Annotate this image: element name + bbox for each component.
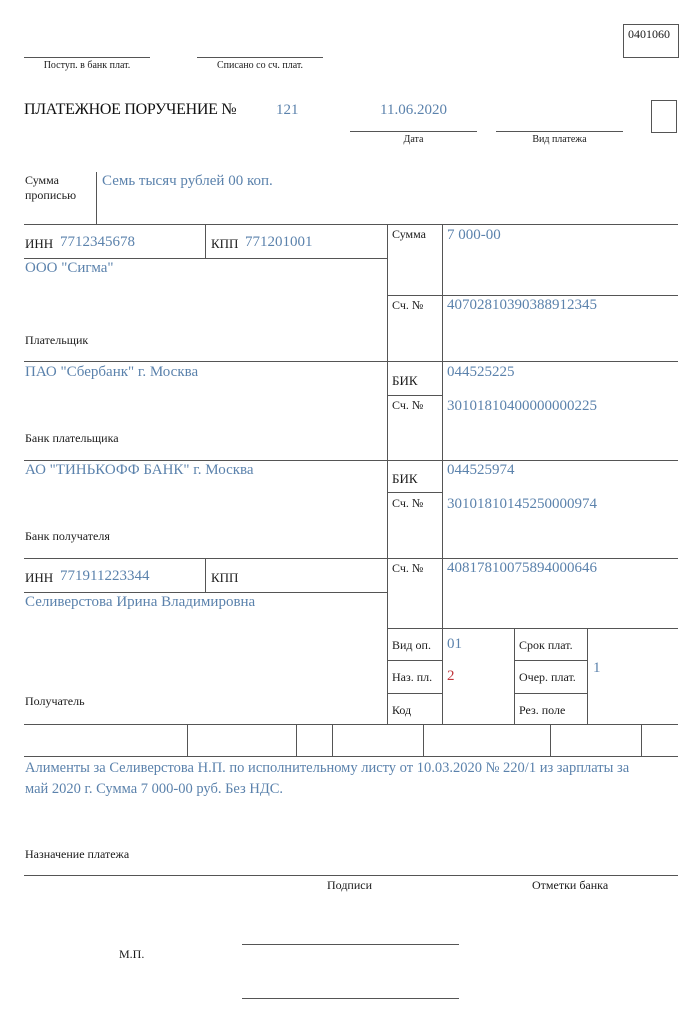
code-label: Код bbox=[392, 703, 412, 717]
document-number[interactable]: 121 bbox=[276, 102, 299, 118]
amount-words-label-line2: прописью bbox=[25, 188, 77, 202]
payer-row-bottom bbox=[24, 361, 678, 362]
signature-line-2[interactable] bbox=[242, 998, 459, 999]
payee-account-label: Сч. № bbox=[392, 561, 424, 575]
payer-inn[interactable]: 7712345678 bbox=[60, 234, 135, 250]
payer-inn-label: ИНН bbox=[25, 236, 54, 251]
payer-bank-name[interactable]: ПАО "Сбербанк" г. Москва bbox=[25, 364, 199, 380]
payer-account-label: Сч. № bbox=[392, 298, 424, 312]
signatures-label: Подписи bbox=[327, 878, 373, 892]
payer-inn-row-line bbox=[24, 258, 387, 259]
stamp-label: М.П. bbox=[119, 947, 145, 961]
payee-name[interactable]: Селиверстова Ирина Владимировна bbox=[25, 594, 256, 610]
codes-line-2a bbox=[387, 693, 442, 694]
received-line bbox=[24, 57, 150, 58]
purpose-text[interactable] bbox=[25, 758, 629, 800]
form-code: 0401060 bbox=[628, 27, 670, 41]
tax-col-1 bbox=[187, 724, 188, 756]
purpose-text-line1: Алименты за Селиверстова Н.П. по исполнительному листу от 10.03.2020 № 220/1 из зарплаты за bbox=[25, 760, 630, 776]
tax-col-2 bbox=[296, 724, 297, 756]
payee-label: Получатель bbox=[25, 694, 85, 708]
payee-inn-row-line bbox=[24, 592, 387, 593]
payer-bank-label: Банк плательщика bbox=[25, 431, 119, 445]
payee-inn-label: ИНН bbox=[25, 570, 54, 585]
debited-line bbox=[197, 57, 323, 58]
payee-bank-account-label: Сч. № bbox=[392, 496, 424, 510]
tax-row-bottom bbox=[24, 756, 678, 757]
amount-words-label-line1: Сумма bbox=[25, 173, 59, 187]
codes-col-3 bbox=[514, 628, 515, 724]
document-date[interactable]: 11.06.2020 bbox=[380, 102, 447, 118]
received-label: Поступ. в банк плат. bbox=[43, 60, 131, 71]
payer-bank-bik[interactable]: 044525225 bbox=[447, 364, 515, 380]
purpose-code[interactable]: 2 bbox=[447, 668, 455, 684]
debited-label: Списано со сч. плат. bbox=[216, 60, 304, 71]
codes-top-line bbox=[387, 628, 678, 629]
tax-col-3 bbox=[332, 724, 333, 756]
payee-inn-kpp-divider bbox=[205, 558, 206, 592]
col-line-label bbox=[442, 224, 443, 724]
tax-row-top bbox=[24, 724, 678, 725]
payee-bank-name[interactable]: АО "ТИНЬКОФФ БАНК" г. Москва bbox=[25, 462, 254, 478]
codes-col-4 bbox=[587, 628, 588, 724]
payer-account[interactable]: 40702810390388912345 bbox=[447, 297, 597, 313]
payer-bank-bik-label: БИК bbox=[392, 373, 418, 388]
purpose-bottom-line bbox=[24, 875, 678, 876]
payer-bank-row-bottom bbox=[24, 460, 678, 461]
amount-words-label bbox=[25, 173, 76, 203]
payee-account[interactable]: 40817810075894000646 bbox=[447, 560, 597, 576]
due-date-label: Срок плат. bbox=[519, 638, 573, 652]
tax-col-4 bbox=[423, 724, 424, 756]
payee-bank-bik[interactable]: 044525974 bbox=[447, 462, 515, 478]
payer-kpp-label: КПП bbox=[211, 236, 239, 251]
status-box[interactable] bbox=[651, 100, 677, 133]
date-line bbox=[350, 131, 477, 132]
payer-bank-inner-line bbox=[387, 395, 442, 396]
codes-line-1a bbox=[387, 660, 442, 661]
payee-bank-label: Банк получателя bbox=[25, 529, 110, 543]
tax-col-6 bbox=[641, 724, 642, 756]
payee-bank-inner-line bbox=[387, 492, 442, 493]
payer-amount[interactable]: 7 000-00 bbox=[447, 227, 501, 243]
payee-bank-account[interactable]: 30101810145250000974 bbox=[447, 496, 597, 512]
payer-amount-label: Сумма bbox=[392, 227, 426, 241]
payment-type-label: Вид платежа bbox=[532, 134, 587, 145]
purpose-label: Назначение платежа bbox=[25, 847, 130, 861]
payee-bank-bik-label: БИК bbox=[392, 471, 418, 486]
document-title: ПЛАТЕЖНОЕ ПОРУЧЕНИЕ № bbox=[24, 101, 237, 118]
row-line-top bbox=[24, 224, 678, 225]
amount-words-divider bbox=[96, 172, 97, 224]
purpose-text-line2: май 2020 г. Сумма 7 000-00 руб. Без НДС. bbox=[25, 781, 284, 797]
priority[interactable]: 1 bbox=[593, 660, 601, 676]
amount-account-line bbox=[387, 295, 678, 296]
payer-bank-account-label: Сч. № bbox=[392, 398, 424, 412]
payer-name[interactable]: ООО "Сигма" bbox=[25, 260, 114, 276]
payer-bank-account[interactable]: 30101810400000000225 bbox=[447, 398, 597, 414]
purpose-code-label: Наз. пл. bbox=[392, 670, 433, 684]
col-line-left bbox=[387, 224, 388, 724]
signature-line-1[interactable] bbox=[242, 944, 459, 945]
bank-marks-label: Отметки банка bbox=[532, 878, 609, 892]
payer-kpp[interactable]: 771201001 bbox=[245, 234, 313, 250]
codes-line-1b bbox=[514, 660, 587, 661]
op-type-label: Вид оп. bbox=[392, 638, 431, 652]
priority-label: Очер. плат. bbox=[519, 670, 576, 684]
payer-label: Плательщик bbox=[25, 333, 89, 347]
payee-inn[interactable]: 771911223344 bbox=[60, 568, 150, 584]
payer-inn-kpp-divider bbox=[205, 224, 206, 258]
payee-bank-row-bottom bbox=[24, 558, 678, 559]
tax-col-5 bbox=[550, 724, 551, 756]
op-type[interactable]: 01 bbox=[447, 636, 462, 652]
amount-words-value[interactable]: Семь тысяч рублей 00 коп. bbox=[102, 173, 273, 189]
reserved-label: Рез. поле bbox=[519, 703, 566, 717]
codes-line-2b bbox=[514, 693, 587, 694]
payee-kpp-label: КПП bbox=[211, 570, 239, 585]
payment-type-line bbox=[496, 131, 623, 132]
date-label: Дата bbox=[403, 134, 424, 145]
